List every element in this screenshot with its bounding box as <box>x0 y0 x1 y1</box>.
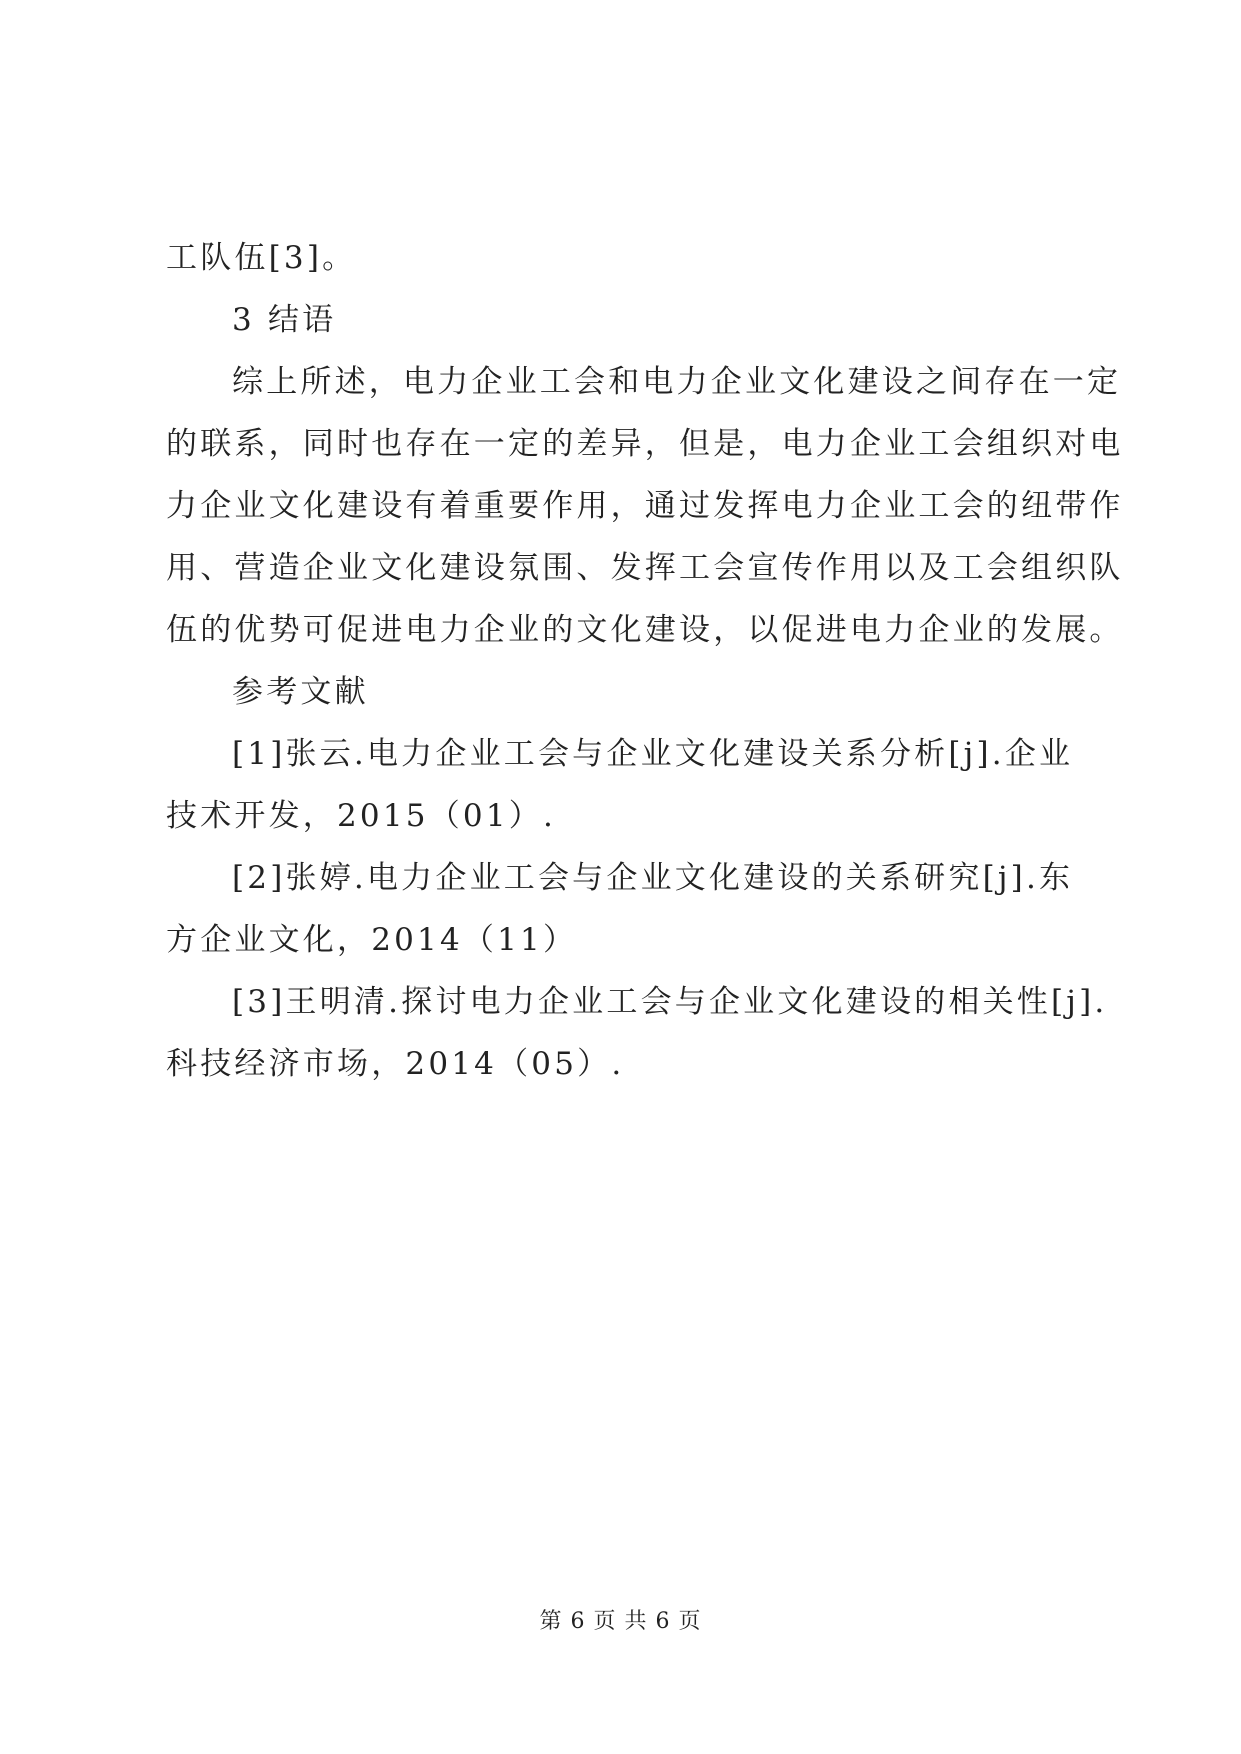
page-number-footer: 第 6 页 共 6 页 <box>539 1609 702 1634</box>
body-text-line: 工队伍[3]。 <box>166 240 357 276</box>
reference-item-2: [2]张婷.电力企业工会与企业文化建设的关系研究[j].东 <box>232 860 1074 896</box>
reference-item-3-cont: 科技经济市场，2014（05）. <box>166 1046 625 1082</box>
references-heading: 参考文献 <box>232 674 369 710</box>
section-heading-conclusion: 3 结语 <box>232 302 337 338</box>
conclusion-paragraph-line: 用、营造企业文化建设氛围、发挥工会宣传作用以及工会组织队 <box>166 550 1124 586</box>
reference-item-1-cont: 技术开发，2015（01）. <box>166 798 556 834</box>
conclusion-paragraph-line: 力企业文化建设有着重要作用，通过发挥电力企业工会的纽带作 <box>166 488 1124 524</box>
reference-item-1: [1]张云.电力企业工会与企业文化建设关系分析[j].企业 <box>232 736 1074 772</box>
conclusion-paragraph-line: 伍的优势可促进电力企业的文化建设，以促进电力企业的发展。 <box>166 612 1124 648</box>
conclusion-paragraph-line: 综上所述，电力企业工会和电力企业文化建设之间存在一定 <box>232 364 1122 400</box>
reference-item-3: [3]王明清.探讨电力企业工会与企业文化建设的相关性[j]. <box>232 984 1108 1020</box>
conclusion-paragraph-line: 的联系，同时也存在一定的差异，但是，电力企业工会组织对电 <box>166 426 1124 462</box>
reference-item-2-cont: 方企业文化，2014（11） <box>166 922 578 958</box>
